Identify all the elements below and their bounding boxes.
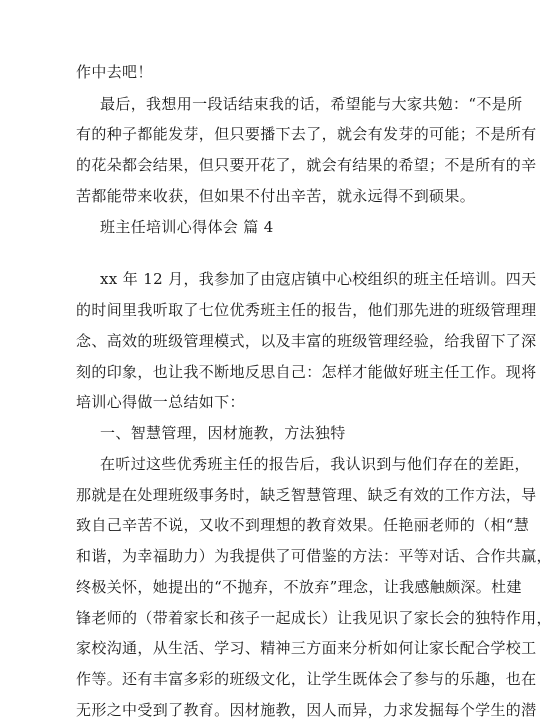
text-line: 苦都能带来收获，但如果不付出辛苦，就永远得不到硕果。	[76, 187, 476, 205]
text-line: 和谐，为幸福助力）为我提供了可借鉴的方法：平等对话、合作共赢，	[76, 547, 552, 565]
text-line: 家校沟通，从生活、学习、精神三方面来分析如何让家长配合学校工	[76, 639, 537, 657]
text-line: 作等。还有丰富多彩的班级文化，让学生既体会了参与的乐趣，也在	[76, 670, 537, 688]
text-line: 的花朵都会结果，但只要开花了，就会有结果的希望；不是所有的辛	[76, 156, 537, 174]
text-line: 刻的印象，也让我不断地反思自己：怎样才能做好班主任工作。现将	[76, 363, 537, 381]
text-line: 培训心得做一总结如下：	[76, 393, 245, 411]
text-line: 那就是在处理班级事务时，缺乏智慧管理、缺乏有效的工作方法，导	[76, 486, 537, 504]
text-line: 终极关怀，她提出的“不抛弃，不放弃”理念，让我感触颇深。杜建	[76, 578, 522, 596]
text-line: 念、高效的班级管理模式，以及丰富的班级管理经验，给我留下了深	[76, 332, 537, 350]
section-title: 班主任培训心得体会 篇 4	[100, 218, 274, 236]
text-line: 有的种子都能发芽，但只要播下去了，就会有发芽的可能；不是所有	[76, 125, 537, 143]
text-line: xx 年 12 月，我参加了由寇店镇中心校组织的班主任培训。四天	[100, 270, 537, 288]
text-line: 无形之中受到了教育。因材施教，因人而异，力求发掘每个学生的潜	[76, 701, 537, 719]
text-line: 作中去吧！	[76, 63, 153, 81]
text-line: 最后，我想用一段话结束我的话，希望能与大家共勉：“不是所	[100, 95, 523, 113]
text-line: 致自己辛苦不说，又收不到理想的教育效果。任艳丽老师的（相“慧	[76, 516, 530, 534]
subsection-title: 一、智慧管理，因材施教，方法独特	[100, 424, 346, 442]
text-line: 在听过这些优秀班主任的报告后，我认识到与他们存在的差距，	[100, 455, 530, 473]
text-line: 锋老师的（带着家长和孩子一起成长）让我见识了家长会的独特作用，	[76, 609, 552, 627]
text-line: 的时间里我听取了七位优秀班主任的报告，他们那先进的班级管理理	[76, 301, 537, 319]
